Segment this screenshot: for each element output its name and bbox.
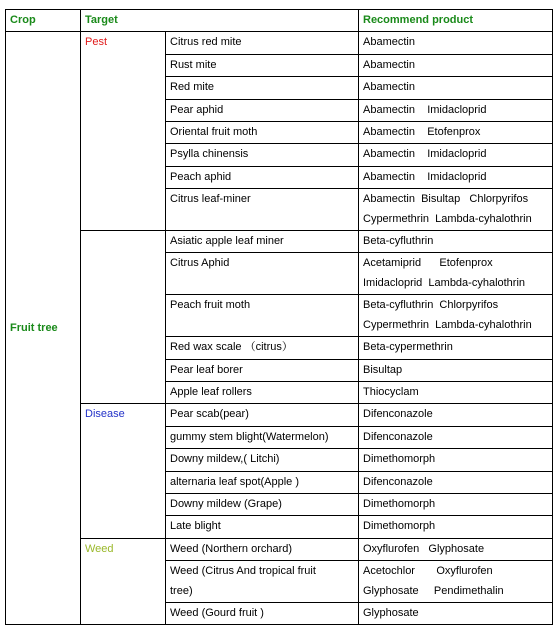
target-cell: Apple leaf rollers <box>166 381 359 403</box>
target-cell: Downy mildew,( Litchi) <box>166 449 359 471</box>
product-cell <box>359 337 553 359</box>
header-crop: Crop <box>6 10 81 32</box>
product-cell <box>359 122 553 144</box>
table-row <box>6 538 553 560</box>
target-cell: Citrus Aphid <box>166 253 359 295</box>
product-line: Imidacloprid Lambda-cyhalothrin <box>363 276 526 289</box>
product-cell <box>359 493 553 515</box>
product-cell <box>359 426 553 448</box>
target-cell: Pear leaf borer <box>166 359 359 381</box>
header-row <box>6 10 553 32</box>
group-blank <box>81 231 166 404</box>
product-cell <box>359 449 553 471</box>
product-cell <box>359 166 553 188</box>
product-line: Abamectin Etofenprox <box>363 126 481 139</box>
target-cell: alternaria leaf spot(Apple ) <box>166 471 359 493</box>
product-cell <box>359 54 553 76</box>
group-pest: Pest <box>81 32 166 231</box>
product-cell <box>359 516 553 538</box>
product-line: Beta-cyfluthrin Chlorpyrifos <box>363 299 499 312</box>
product-cell <box>359 144 553 166</box>
header-target: Target <box>81 10 359 32</box>
product-cell <box>359 381 553 403</box>
target-cell: Asiatic apple leaf miner <box>166 231 359 253</box>
page <box>5 9 552 625</box>
product-line: Abamectin <box>363 58 415 71</box>
product-line: Difenconazole <box>363 408 433 421</box>
target-line: Weed (Citrus And tropical fruit <box>170 565 316 578</box>
product-line: Abamectin <box>363 36 415 49</box>
target-cell: Citrus leaf-miner <box>166 189 359 231</box>
product-line: Abamectin Imidacloprid <box>363 148 487 161</box>
target-cell: Late blight <box>166 516 359 538</box>
product-line: Acetamiprid Etofenprox <box>363 257 493 270</box>
table-body <box>6 10 553 625</box>
product-cell <box>359 99 553 121</box>
target-cell: Rust mite <box>166 54 359 76</box>
target-cell: Peach aphid <box>166 166 359 188</box>
product-line: Cypermethrin Lambda-cyhalothrin <box>363 318 532 331</box>
product-cell <box>359 253 553 295</box>
product-cell <box>359 77 553 99</box>
target-cell: Pear scab(pear) <box>166 404 359 426</box>
product-cell <box>359 404 553 426</box>
product-line: Glyphosate Pendimethalin <box>363 584 504 597</box>
target-cell: Red mite <box>166 77 359 99</box>
target-cell: Psylla chinensis <box>166 144 359 166</box>
target-line: tree) <box>170 584 193 597</box>
target-cell: Oriental fruit moth <box>166 122 359 144</box>
product-line: Cypermethrin Lambda-cyhalothrin <box>363 212 532 225</box>
product-line: Beta-cyfluthrin <box>363 235 434 248</box>
product-line: Difenconazole <box>363 430 433 443</box>
product-line: Abamectin Bisultap Chlorpyrifos <box>363 193 529 206</box>
product-cell <box>359 359 553 381</box>
product-line: Dimethomorph <box>363 520 436 533</box>
target-cell: Citrus red mite <box>166 32 359 54</box>
recommendation-table <box>5 9 553 625</box>
product-line: Acetochlor Oxyflurofen <box>363 565 493 578</box>
target-cell: Weed (Gourd fruit ) <box>166 602 359 624</box>
table-row <box>6 231 553 253</box>
target-cell <box>166 561 359 603</box>
product-cell <box>359 189 553 231</box>
product-cell <box>359 231 553 253</box>
target-cell: Pear aphid <box>166 99 359 121</box>
target-cell: Red wax scale （citrus） <box>166 337 359 359</box>
product-line: Abamectin Imidacloprid <box>363 103 487 116</box>
target-cell: Downy mildew (Grape) <box>166 493 359 515</box>
product-line: Oxyflurofen Glyphosate <box>363 542 485 555</box>
product-line: Bisultap <box>363 363 403 376</box>
product-cell <box>359 295 553 337</box>
group-weed: Weed <box>81 538 166 625</box>
table-row <box>6 32 553 54</box>
product-line: Dimethomorph <box>363 497 436 510</box>
crop-cell: Fruit tree <box>6 32 81 625</box>
product-line: Dimethomorph <box>363 453 436 466</box>
product-line: Beta-cypermethrin <box>363 341 453 354</box>
product-cell <box>359 471 553 493</box>
product-cell <box>359 538 553 560</box>
product-cell <box>359 32 553 54</box>
product-cell <box>359 561 553 603</box>
table-row <box>6 404 553 426</box>
product-line: Abamectin <box>363 81 415 94</box>
product-line: Difenconazole <box>363 475 433 488</box>
target-cell: gummy stem blight(Watermelon) <box>166 426 359 448</box>
product-cell <box>359 602 553 624</box>
product-line: Abamectin Imidacloprid <box>363 170 487 183</box>
product-line: Glyphosate <box>363 606 419 619</box>
product-line: Thiocyclam <box>363 385 419 398</box>
target-cell: Peach fruit moth <box>166 295 359 337</box>
header-recommend-product: Recommend product <box>359 10 553 32</box>
group-disease: Disease <box>81 404 166 538</box>
target-cell: Weed (Northern orchard) <box>166 538 359 560</box>
